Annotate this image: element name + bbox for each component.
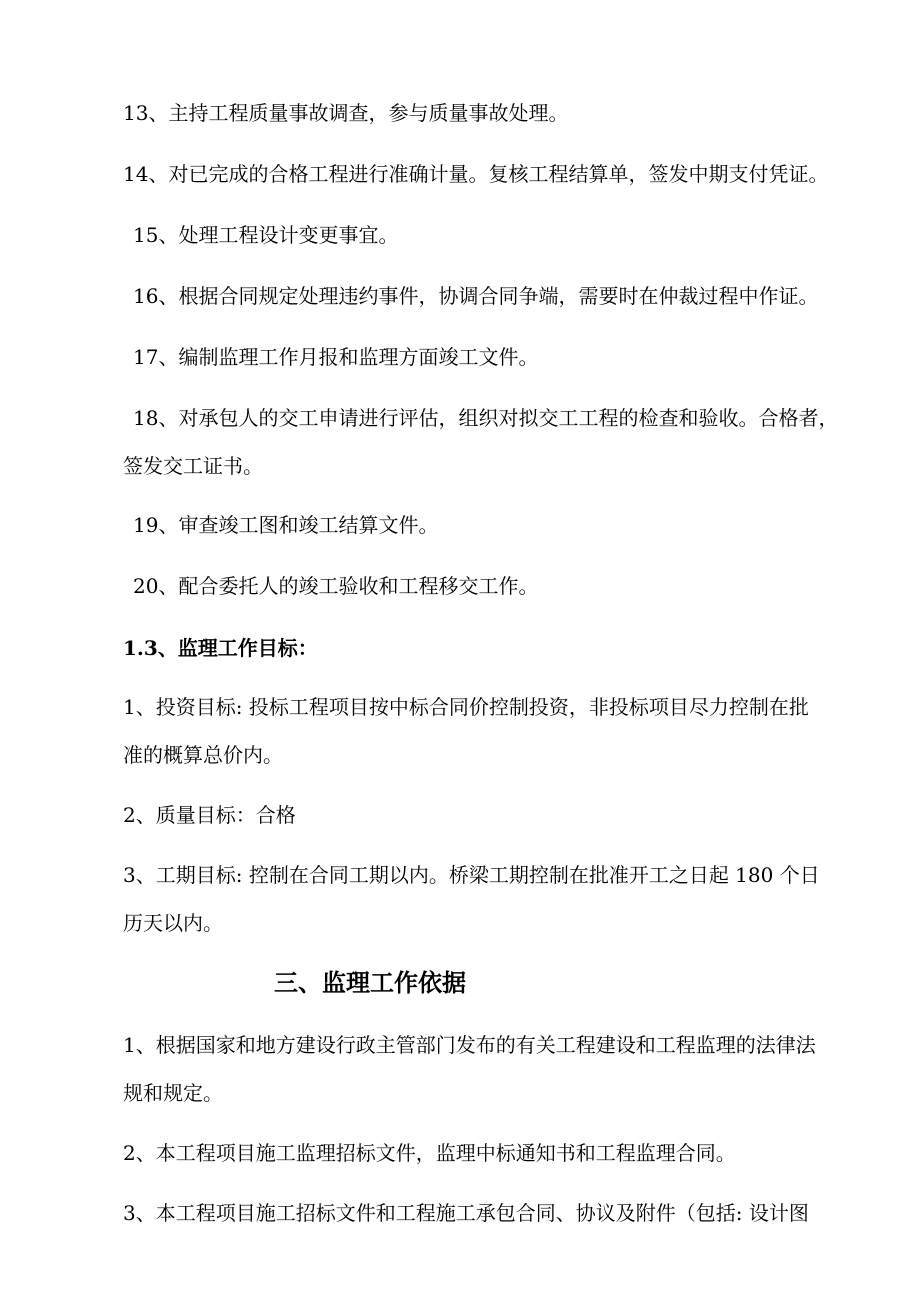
duty-14: 14、对已完成的合格工程进行准确计量。复核工程结算单，签发中期支付凭证。: [123, 162, 829, 186]
basis-1: 1、根据国家和地方建设行政主管部门发布的有关工程建设和工程监理的法律法: [123, 1033, 816, 1057]
duty-18: 18、对承包人的交工申请进行评估，组织对拟交工工程的检查和验收。合格者，: [133, 406, 839, 430]
goal-schedule-continued: 历天以内。: [123, 911, 223, 935]
duty-13: 13、主持工程质量事故调查，参与质量事故处理。: [123, 101, 569, 125]
goal-investment-continued: 准的概算总价内。: [123, 743, 283, 767]
duty-17: 17、编制监理工作月报和监理方面竣工文件。: [133, 345, 539, 369]
duty-15: 15、处理工程设计变更事宜。: [133, 223, 399, 247]
goal-investment: 1、投资目标: 投标工程项目按中标合同价控制投资，非投标项目尽力控制在批: [123, 695, 809, 719]
duty-16: 16、根据合同规定处理违约事件，协调合同争端，需要时在仲裁过程中作证。: [133, 284, 819, 308]
basis-1-continued: 规和规定。: [123, 1081, 223, 1105]
basis-3: 3、本工程项目施工招标文件和工程施工承包合同、协议及附件（包括: 设计图: [123, 1201, 809, 1225]
duty-18-continued: 签发交工证书。: [123, 454, 263, 478]
duty-19: 19、审查竣工图和竣工结算文件。: [133, 513, 439, 537]
goals-heading: 1.3、监理工作目标：: [123, 636, 318, 660]
goal-schedule: 3、工期目标: 控制在合同工期以内。桥梁工期控制在批准开工之日起 180 个日: [123, 863, 820, 887]
duty-20: 20、配合委托人的竣工验收和工程移交工作。: [133, 574, 539, 598]
section-title: 三、监理工作依据: [274, 968, 466, 997]
goal-quality: 2、质量目标：合格: [123, 803, 296, 827]
basis-2: 2、本工程项目施工监理招标文件，监理中标通知书和工程监理合同。: [123, 1141, 736, 1165]
